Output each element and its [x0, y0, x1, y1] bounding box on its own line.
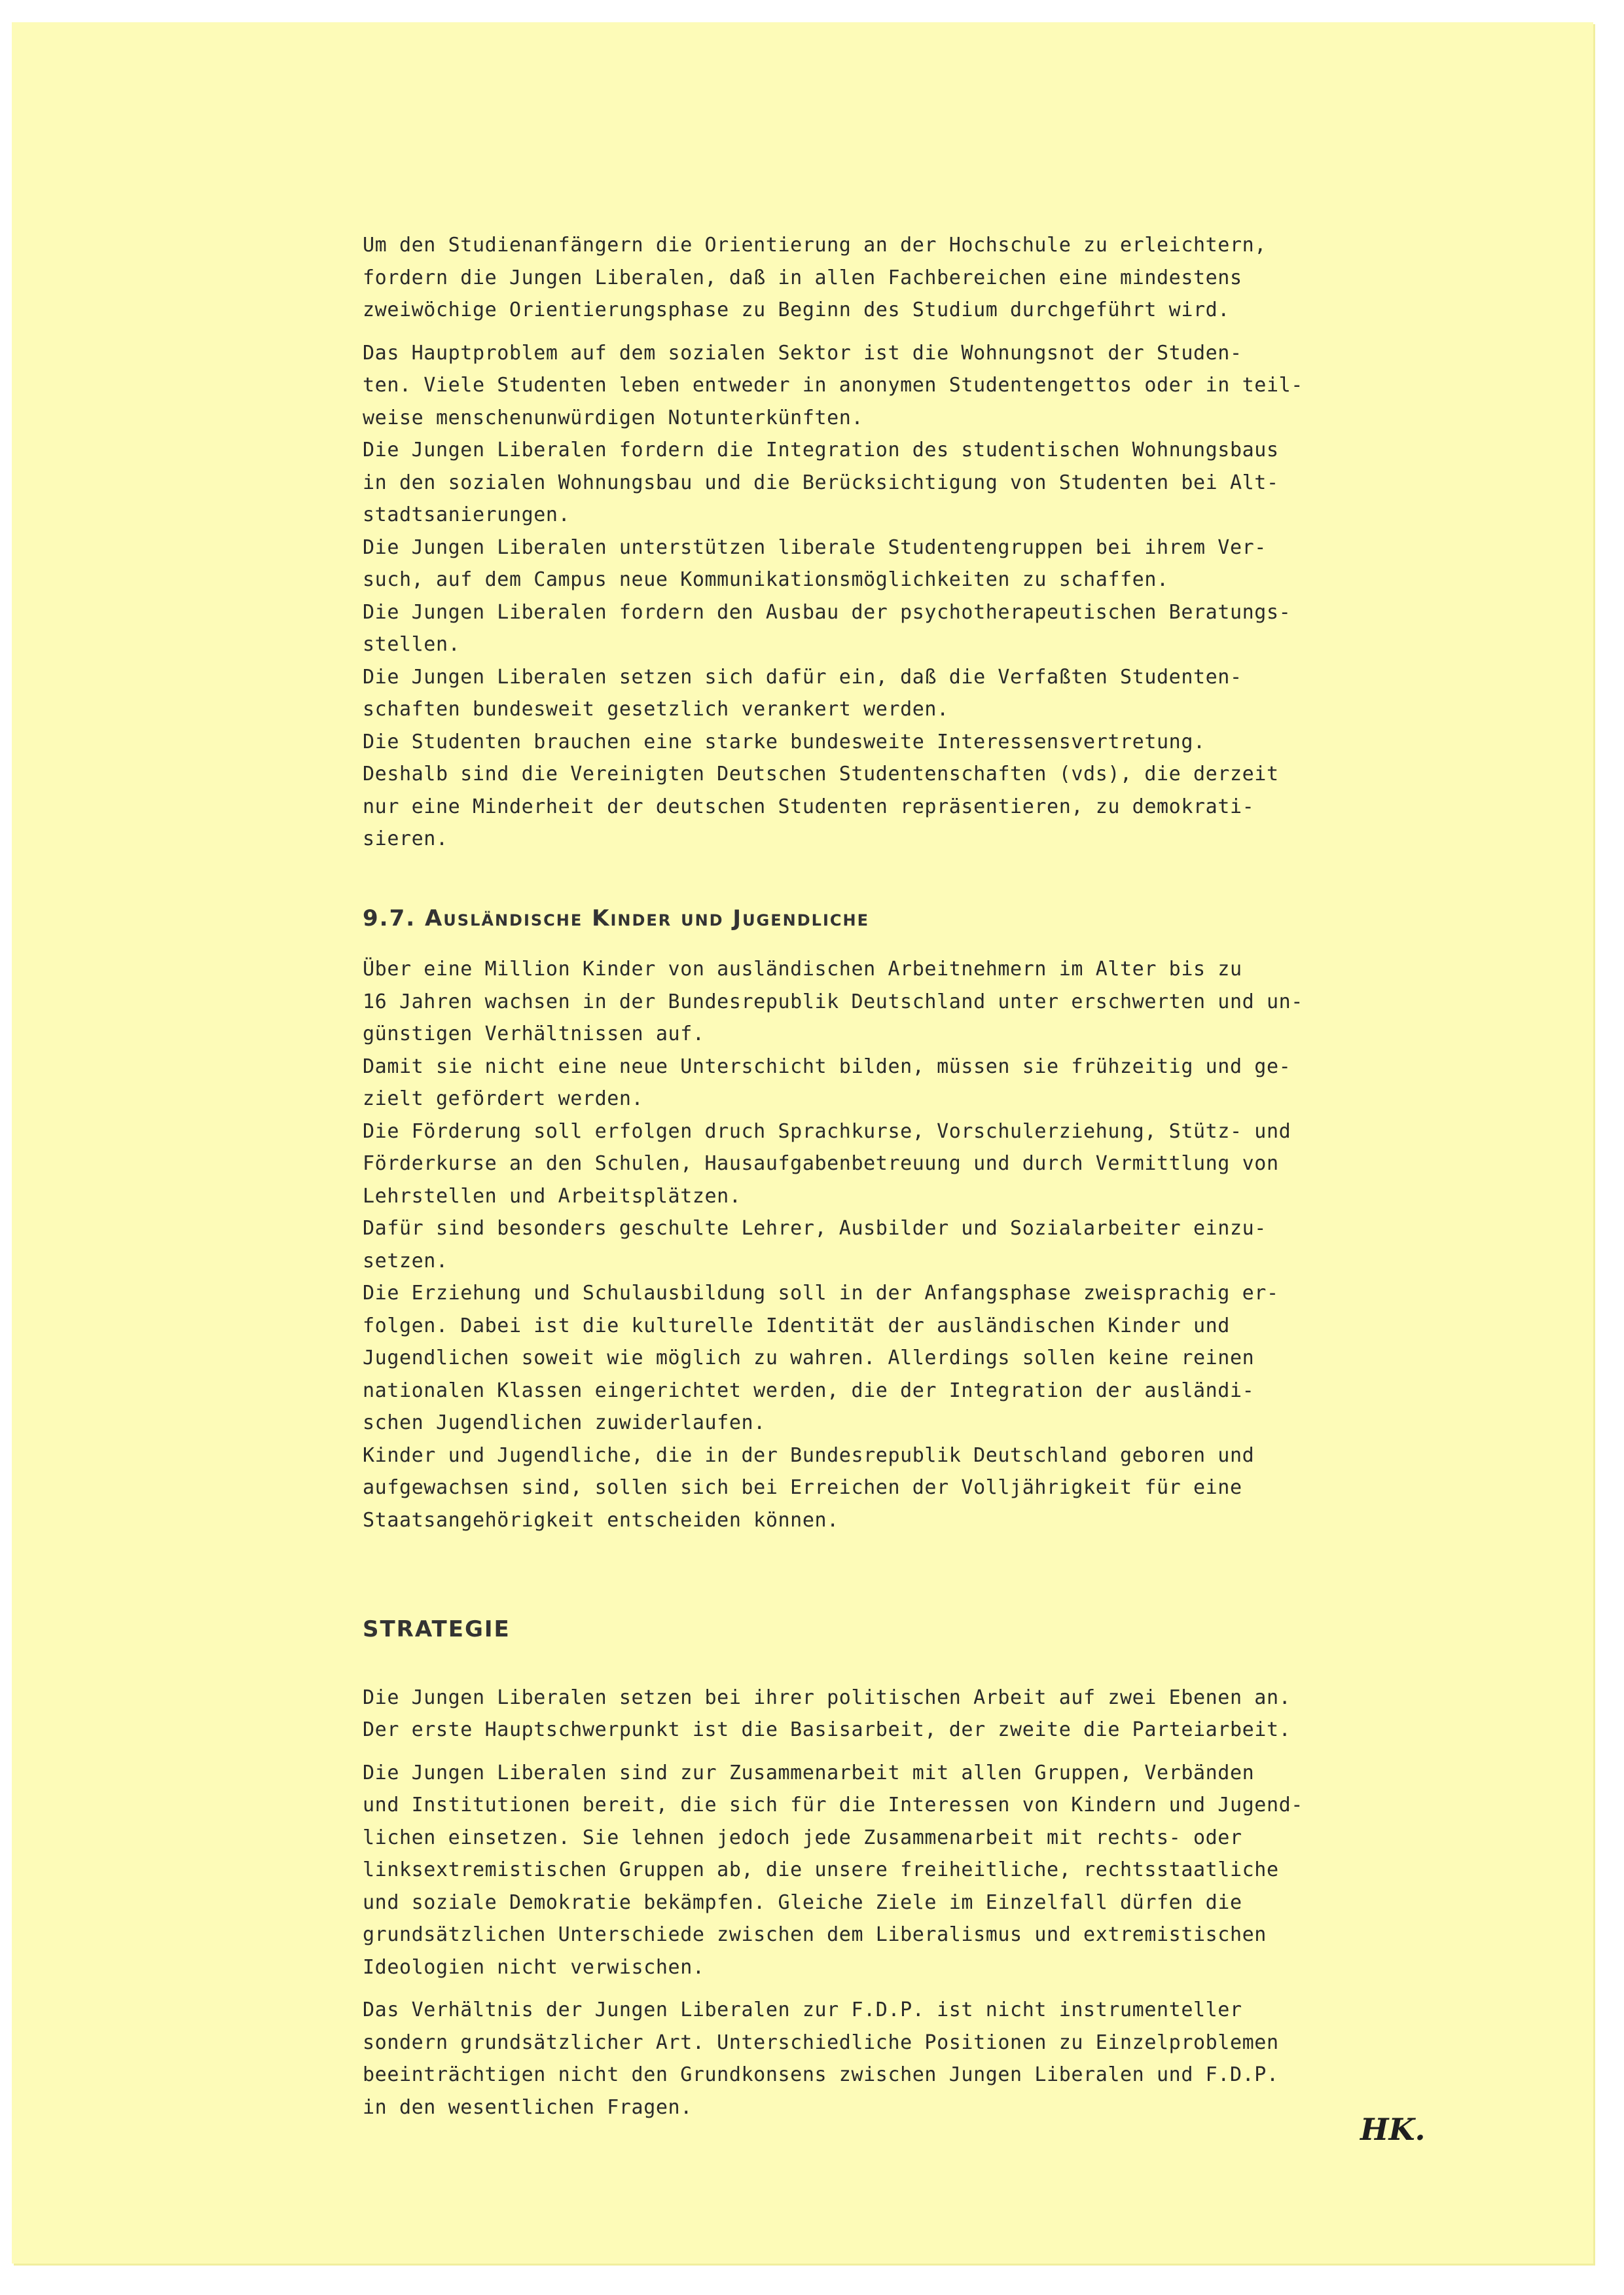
document-body	[363, 229, 1384, 2123]
handwritten-initials: HK.	[1360, 2112, 1426, 2147]
text-line: schaften bundesweit gesetzlich verankert werden.	[363, 698, 949, 721]
text-line: setzen.	[363, 1249, 448, 1273]
text-line: 16 Jahren wachsen in der Bundesrepublik Deutschland unter erschwerten und un-	[363, 990, 1303, 1013]
text-line: fordern die Jungen Liberalen, daß in allen Fachbereichen eine mindestens	[363, 266, 1242, 289]
text-line: sieren.	[363, 827, 448, 850]
text-line: ten. Viele Studenten leben entweder in anonymen Studentengettos oder in teil-	[363, 374, 1303, 397]
text-line: Die Jungen Liberalen sind zur Zusammenarbeit mit allen Gruppen, Verbänden	[363, 1761, 1255, 1784]
text-line: günstigen Verhältnissen auf.	[363, 1022, 705, 1045]
text-line: und soziale Demokratie bekämpfen. Gleiche Ziele im Einzelfall dürfen die	[363, 1890, 1242, 1914]
text-line: such, auf dem Campus neue Kommunikationsmöglichkeiten zu schaffen.	[363, 568, 1169, 591]
text-line: Über eine Million Kinder von ausländischen Arbeitnehmern im Alter bis zu	[363, 958, 1242, 981]
text-line: stadtsanierungen.	[363, 503, 571, 526]
text-line: beeinträchtigen nicht den Grundkonsens zwischen Jungen Liberalen und F.D.P.	[363, 2063, 1279, 2086]
section-strategie	[363, 1614, 1384, 2123]
paragraph	[363, 1682, 1384, 1746]
text-line: stellen.	[363, 633, 461, 656]
text-line: Damit sie nicht eine neue Unterschicht bilden, müssen sie frühzeitig und ge-	[363, 1055, 1291, 1078]
text-line: Die Jungen Liberalen fordern den Ausbau der psychotherapeutischen Beratungs-	[363, 600, 1291, 624]
text-line: Ideologien nicht verwischen.	[363, 1955, 705, 1979]
text-line: in den wesentlichen Fragen.	[363, 2095, 693, 2119]
text-line: Die Förderung soll erfolgen druch Sprachkurse, Vorschulerziehung, Stütz- und	[363, 1119, 1291, 1143]
text-line: schen Jugendlichen zuwiderlaufen.	[363, 1411, 766, 1434]
text-line: Die Studenten brauchen eine starke bundesweite Interessensvertretung.	[363, 730, 1206, 753]
text-line: Lehrstellen und Arbeitsplätzen.	[363, 1184, 742, 1208]
paragraph	[363, 1757, 1384, 1984]
text-line: Deshalb sind die Vereinigten Deutschen Studentenschaften (vds), die derzeit	[363, 763, 1279, 786]
paragraph	[363, 337, 1384, 856]
text-line: nur eine Minderheit der deutschen Studenten repräsentieren, zu demokrati-	[363, 795, 1255, 818]
text-line: linksextremistischen Gruppen ab, die unsere freiheitliche, rechtsstaatliche	[363, 1858, 1279, 1881]
text-line: Um den Studienanfängern die Orientierung an der Hochschule zu erleichtern,	[363, 234, 1267, 257]
text-line: Das Hauptproblem auf dem sozialen Sektor ist die Wohnungsnot der Studen-	[363, 341, 1242, 365]
text-line: folgen. Dabei ist die kulturelle Identität der ausländischen Kinder und	[363, 1314, 1230, 1337]
text-line: Dafür sind besonders geschulte Lehrer, Ausbilder und Sozialarbeiter einzu-	[363, 1217, 1267, 1240]
text-line: zielt gefördert werden.	[363, 1087, 644, 1110]
paragraph	[363, 953, 1384, 1536]
text-line: nationalen Klassen eingerichtet werden, die der Integration der ausländi-	[363, 1379, 1255, 1402]
section-heading: STRATEGIE	[363, 1616, 511, 1642]
text-line: Kinder und Jugendliche, die in der Bundesrepublik Deutschland geboren und	[363, 1443, 1255, 1467]
paragraph	[363, 1994, 1384, 2123]
text-line: Die Jungen Liberalen setzen sich dafür ein, daß die Verfaßten Studenten-	[363, 665, 1242, 689]
text-line: Die Jungen Liberalen setzen bei ihrer politischen Arbeit auf zwei Ebenen an.	[363, 1686, 1291, 1709]
text-line: aufgewachsen sind, sollen sich bei Erreichen der Volljährigkeit für eine	[363, 1476, 1242, 1499]
text-line: Das Verhältnis der Jungen Liberalen zur F.D.P. ist nicht instrumenteller	[363, 1998, 1242, 2021]
text-line: Die Erziehung und Schulausbildung soll in der Anfangsphase zweisprachig er-	[363, 1282, 1279, 1305]
text-line: zweiwöchige Orientierungsphase zu Beginn des Studium durchgeführt wird.	[363, 298, 1230, 321]
text-line: Die Jungen Liberalen unterstützen liberale Studentengruppen bei ihrem Ver-	[363, 535, 1267, 559]
text-line: lichen einsetzen. Sie lehnen jedoch jede Zusammenarbeit mit rechts- oder	[363, 1826, 1242, 1849]
section-heading: 9.7. Ausländische Kinder und Jugendliche	[363, 905, 869, 931]
text-line: und Institutionen bereit, die sich für die Interessen von Kindern und Jugend-	[363, 1794, 1303, 1816]
text-line: weise menschenunwürdigen Notunterkünften.	[363, 406, 864, 429]
text-line: sondern grundsätzlicher Art. Unterschiedliche Positionen zu Einzelproblemen	[363, 2031, 1279, 2054]
text-line: Der erste Hauptschwerpunkt ist die Basisarbeit, der zweite die Parteiarbeit.	[363, 1718, 1291, 1741]
section-auslaendische-kinder	[363, 903, 1384, 1537]
text-line: Förderkurse an den Schulen, Hausaufgabenbetreuung und durch Vermittlung von	[363, 1152, 1279, 1175]
paragraph	[363, 229, 1384, 327]
text-line: Jugendlichen soweit wie möglich zu wahren. Allerdings sollen keine reinen	[363, 1346, 1255, 1369]
text-line: in den sozialen Wohnungsbau und die Berücksichtigung von Studenten bei Alt-	[363, 471, 1279, 494]
document-page	[12, 22, 1593, 2264]
text-line: Die Jungen Liberalen fordern die Integration des studentischen Wohnungsbaus	[363, 439, 1279, 461]
text-line: grundsätzlichen Unterschiede zwischen dem Liberalismus und extremistischen	[363, 1923, 1267, 1946]
section-intro	[363, 229, 1384, 856]
text-line: Staatsangehörigkeit entscheiden können.	[363, 1508, 839, 1532]
